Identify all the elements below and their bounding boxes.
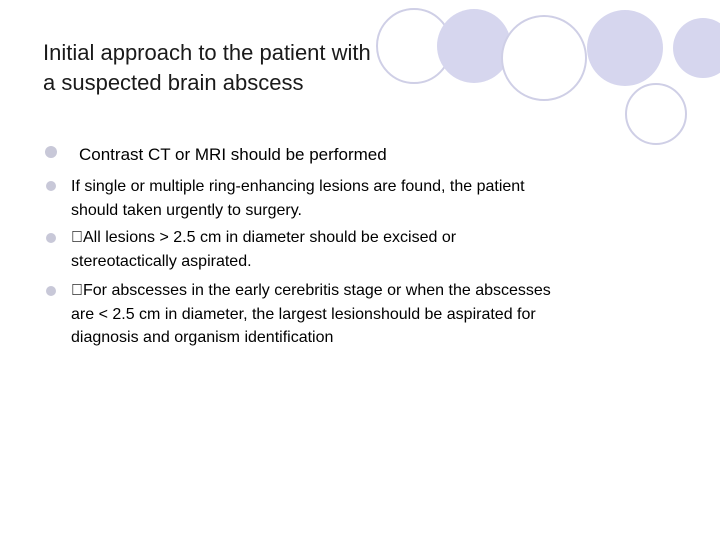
bullet-2-text (71, 175, 525, 222)
bullet-3-line-2: stereotactically aspirated. (71, 252, 252, 270)
bullet-2-line-1: If single or multiple ring-enhancing lesions are found, the patient (71, 178, 525, 195)
bullet-1-text (79, 143, 387, 167)
decor-circle-3 (502, 16, 586, 100)
bullet-3-line-1:  All lesions > 2.5 cm in diameter should be excised or (71, 229, 457, 246)
title-line-2: a suspected brain abscess (43, 70, 304, 95)
slide-title (43, 38, 463, 98)
decor-circle-6 (673, 18, 720, 78)
bullet-icon (46, 286, 56, 296)
bullet-icon (46, 233, 56, 243)
bullet-3-text (71, 226, 456, 273)
bullet-4-line-2: are < 2.5 cm in diameter, the largest lesionshould be aspirated for (71, 305, 536, 323)
bullet-1-line-1: Contrast CT or MRI should be performed (79, 145, 387, 164)
bullet-icon (46, 181, 56, 191)
decor-circle-4 (587, 10, 663, 86)
bullet-4-line-3: diagnosis and organism identification (71, 329, 334, 346)
bullet-icon (45, 146, 57, 158)
bullet-2-line-2: should taken urgently to surgery. (71, 201, 302, 219)
bullet-4-text (71, 279, 551, 350)
title-line-1: Initial approach to the patient with (43, 40, 371, 65)
bullet-4-line-1:  For abscesses in the early cerebritis stage or when the abscesses (71, 282, 551, 299)
decor-circle-5 (626, 84, 686, 144)
